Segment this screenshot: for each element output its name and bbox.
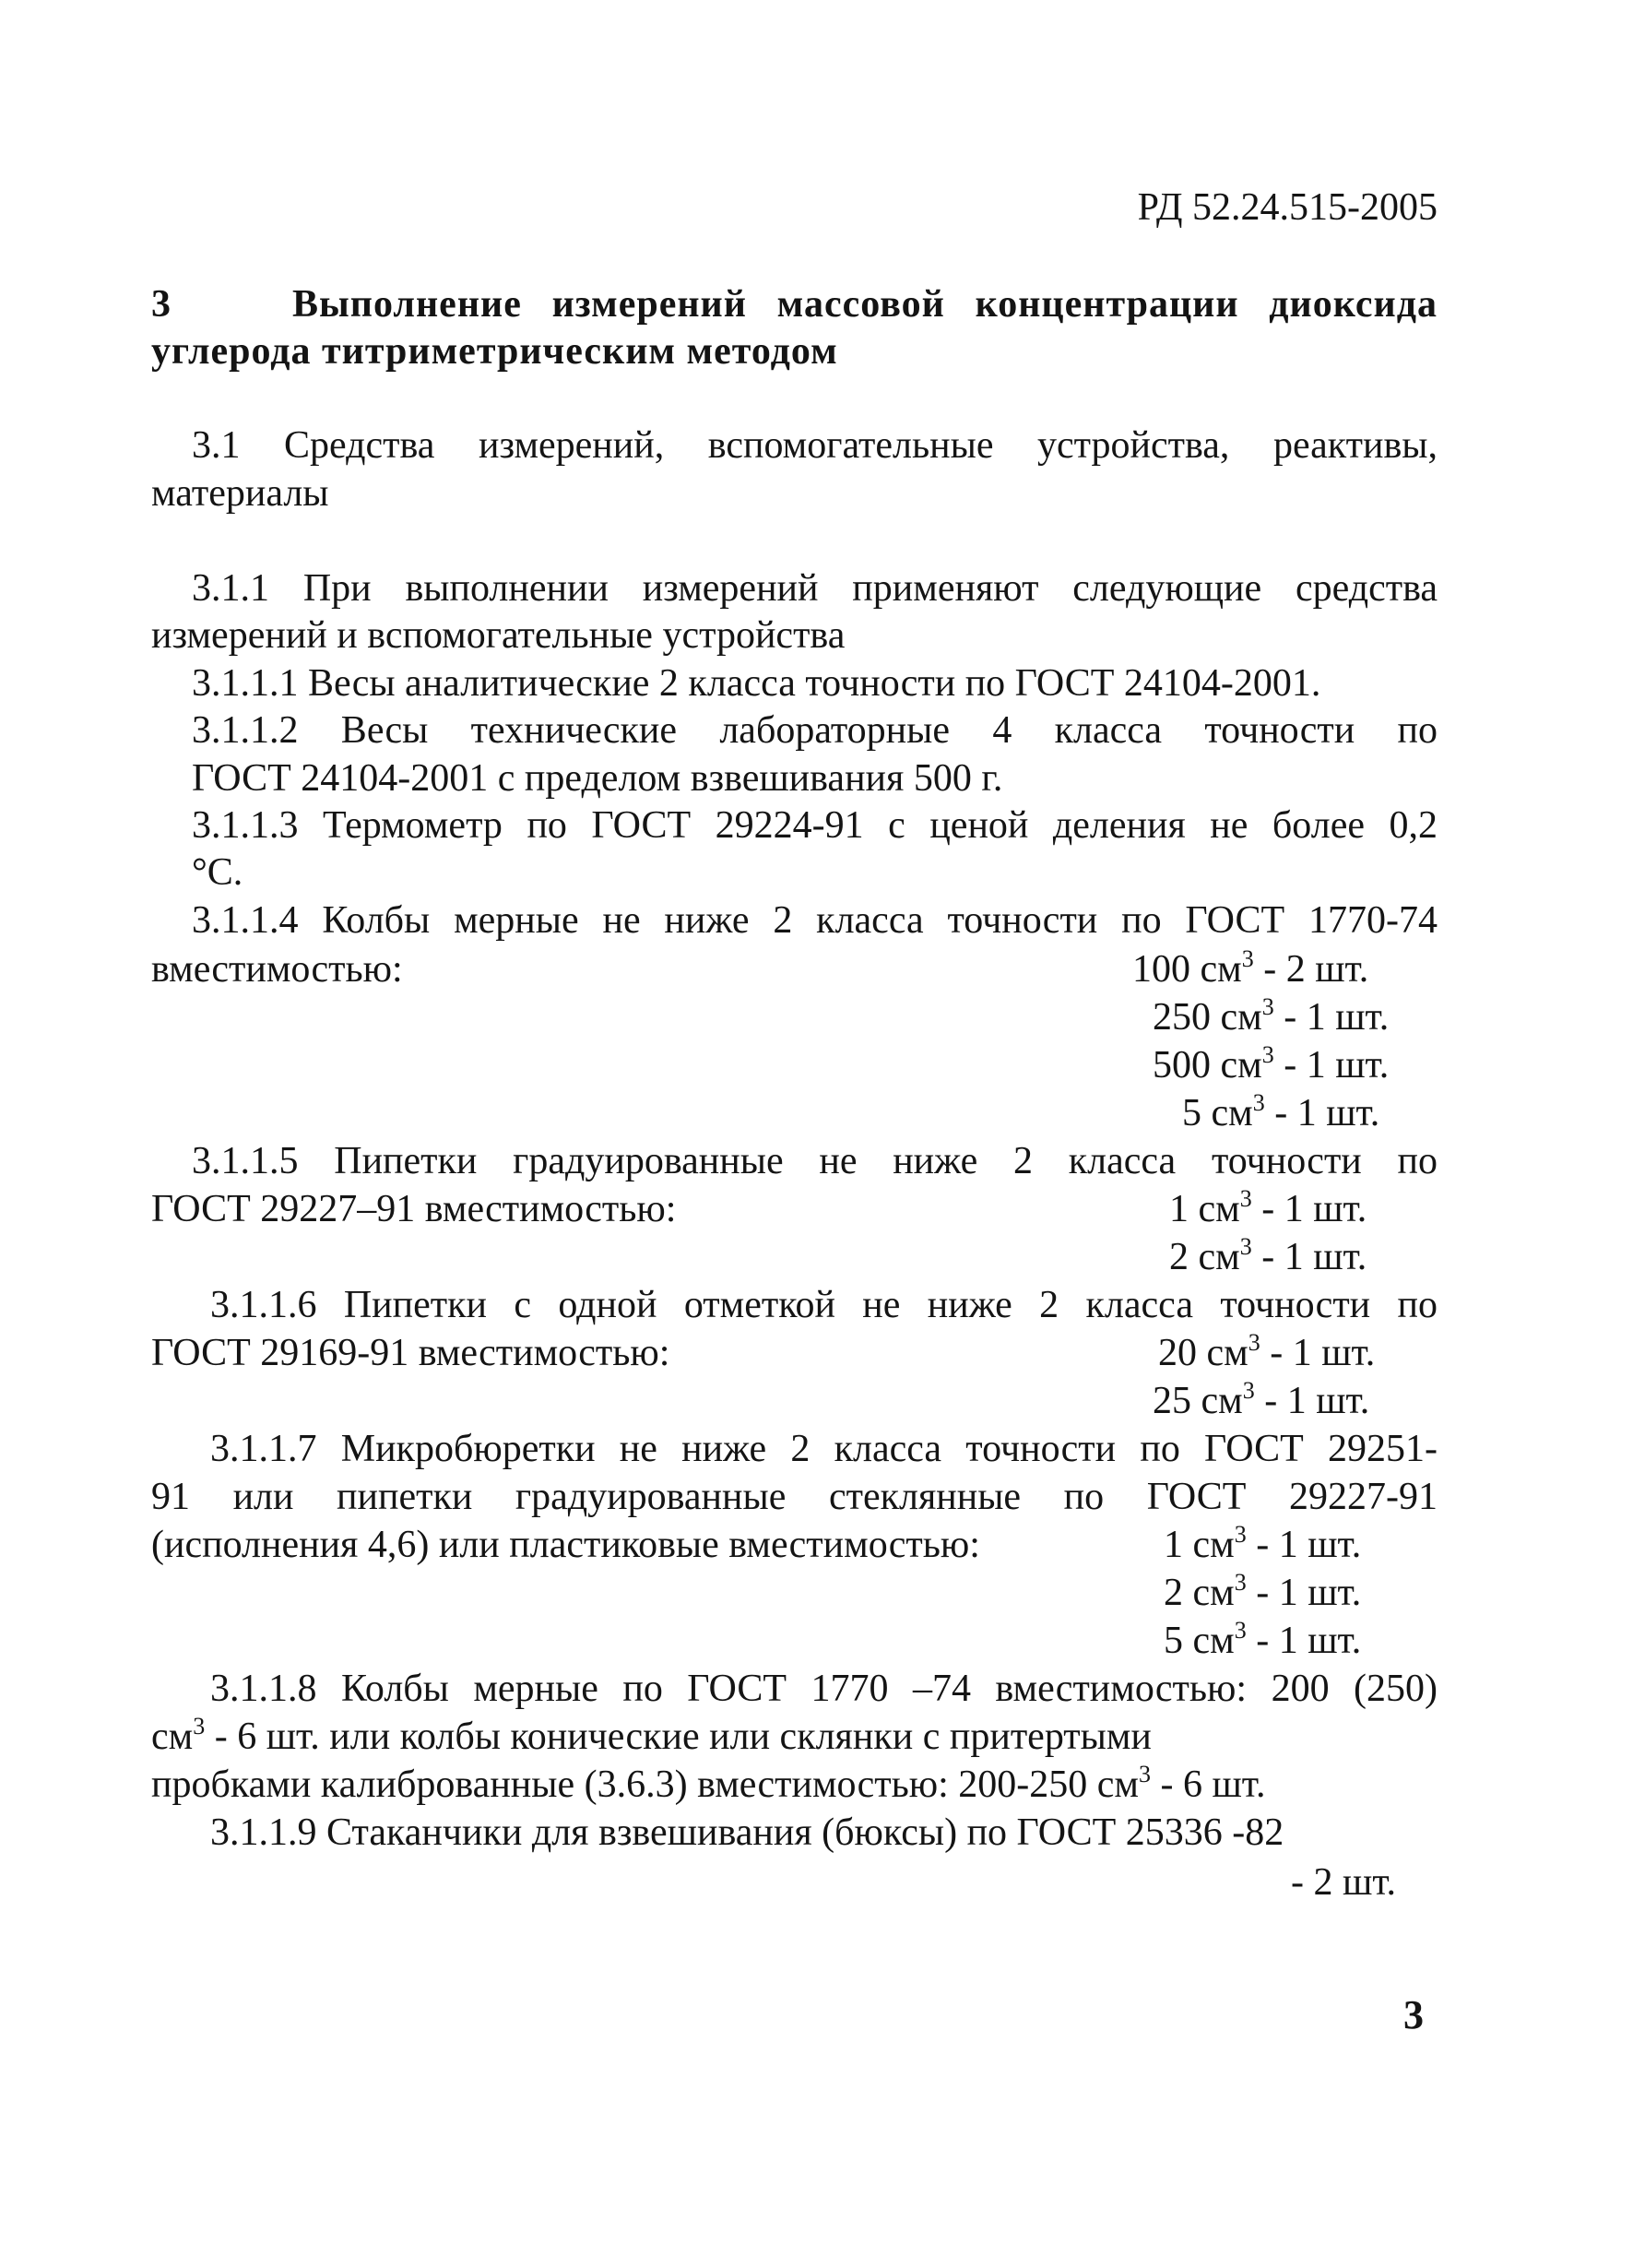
section-number: 3 [151, 283, 172, 326]
item-3-1-1-6-line-1: 3.1.1.6 Пипетки с одной отметкой не ниже 2 класса точности по [210, 1284, 1438, 1326]
item-3-1-1-line-2: измерений и вспомогательные устройства [151, 614, 846, 657]
section-title-line-1 [151, 281, 1438, 327]
item-3-1-1-8-line-3: пробками калиброванные (3.6.3) вместимостью: 200-250 $см^3 - 6$ шт. [151, 1761, 1266, 1806]
item-3-1-1-9-line-1: 3.1.1.9 Стаканчики для взвешивания (бюксы) по ГОСТ 25336 -82 [210, 1811, 1284, 1854]
item-3-1-1-4-line-1: 3.1.1.4 Колбы мерные не ниже 2 класса точности по ГОСТ 1770-74 [192, 899, 1438, 942]
item-3-1-1-7-line-2: 91 или пипетки градуированные стеклянные по ГОСТ 29227-91 [151, 1476, 1438, 1518]
volume-item: 100 $см^3 - 2$ шт. [1132, 945, 1369, 991]
page-number: 3 [1403, 1992, 1424, 2037]
item-3-1-1-7-line-3: (исполнения 4,6) или пластиковые вместимостью: [151, 1524, 980, 1566]
volume-item: 500 $см^3 - 1$ шт. [1153, 1041, 1390, 1087]
item-3-1-1-6-line-2: ГОСТ 29169-91 вместимостью: [151, 1332, 670, 1374]
volume-item: 5 $см^3 - 1$ шт. [1182, 1089, 1380, 1134]
volume-item: 1 $см^3 - 1$ шт. [1164, 1521, 1362, 1566]
item-3-1-1-3-line-1: 3.1.1.3 Термометр по ГОСТ 29224-91 с ценой деления не более 0,2 [192, 804, 1438, 847]
item-3-1-1-5-line-2: ГОСТ 29227–91 вместимостью: [151, 1188, 677, 1230]
item-3-1-1-8-line-1: 3.1.1.8 Колбы мерные по ГОСТ 1770 –74 вместимостью: 200 (250) [210, 1668, 1438, 1710]
volume-item: 20 $см^3 - 1$ шт. [1158, 1329, 1376, 1374]
volume-item: 2 $см^3 - 1$ шт. [1164, 1569, 1362, 1614]
subsection-3-1-line-2: материалы [151, 472, 329, 515]
item-3-1-1-7-line-1: 3.1.1.7 Микробюретки не ниже 2 класса точности по ГОСТ 29251- [210, 1428, 1438, 1470]
section-title-line-2: углерода титриметрическим методом [151, 330, 838, 373]
volume-item: 2 $см^3 - 1$ шт. [1169, 1233, 1367, 1278]
item-3-1-1-2-line-1: 3.1.1.2 Весы технические лабораторные 4 класса точности по [192, 709, 1438, 752]
volume-item: 25 $см^3 - 1$ шт. [1153, 1377, 1370, 1422]
item-3-1-1-3-line-2: °С. [192, 851, 243, 894]
subsection-3-1-line-1: 3.1 Средства измерений, вспомогательные устройства, реактивы, [192, 424, 1438, 467]
item-3-1-1-8-line-2: $см^3 - 6$ шт. или колбы конические или склянки с притертыми [151, 1713, 1152, 1758]
item-3-1-1-line-1: 3.1.1 При выполнении измерений применяют следующие средства [192, 567, 1438, 610]
volume-item: 1 $см^3 - 1$ шт. [1169, 1185, 1367, 1230]
item-3-1-1-2-line-2: ГОСТ 24104-2001 с пределом взвешивания 500 г. [192, 757, 1003, 800]
document-code: РД 52.24.515-2005 [1137, 186, 1438, 229]
section-title-text: Выполнение измерений массовой концентрации диоксида [291, 283, 1438, 326]
item-3-1-1-1: 3.1.1.1 Весы аналитические 2 класса точности по ГОСТ 24104-2001. [192, 662, 1321, 705]
volume-item: 5 $см^3 - 1$ шт. [1164, 1617, 1362, 1662]
item-3-1-1-9-line-2: - 2 шт. [1291, 1861, 1397, 1904]
item-3-1-1-4-line-2: вместимостью: [151, 948, 403, 991]
item-3-1-1-5-line-1: 3.1.1.5 Пипетки градуированные не ниже 2 класса точности по [192, 1140, 1438, 1182]
volume-item: 250 $см^3 - 1$ шт. [1153, 993, 1390, 1039]
